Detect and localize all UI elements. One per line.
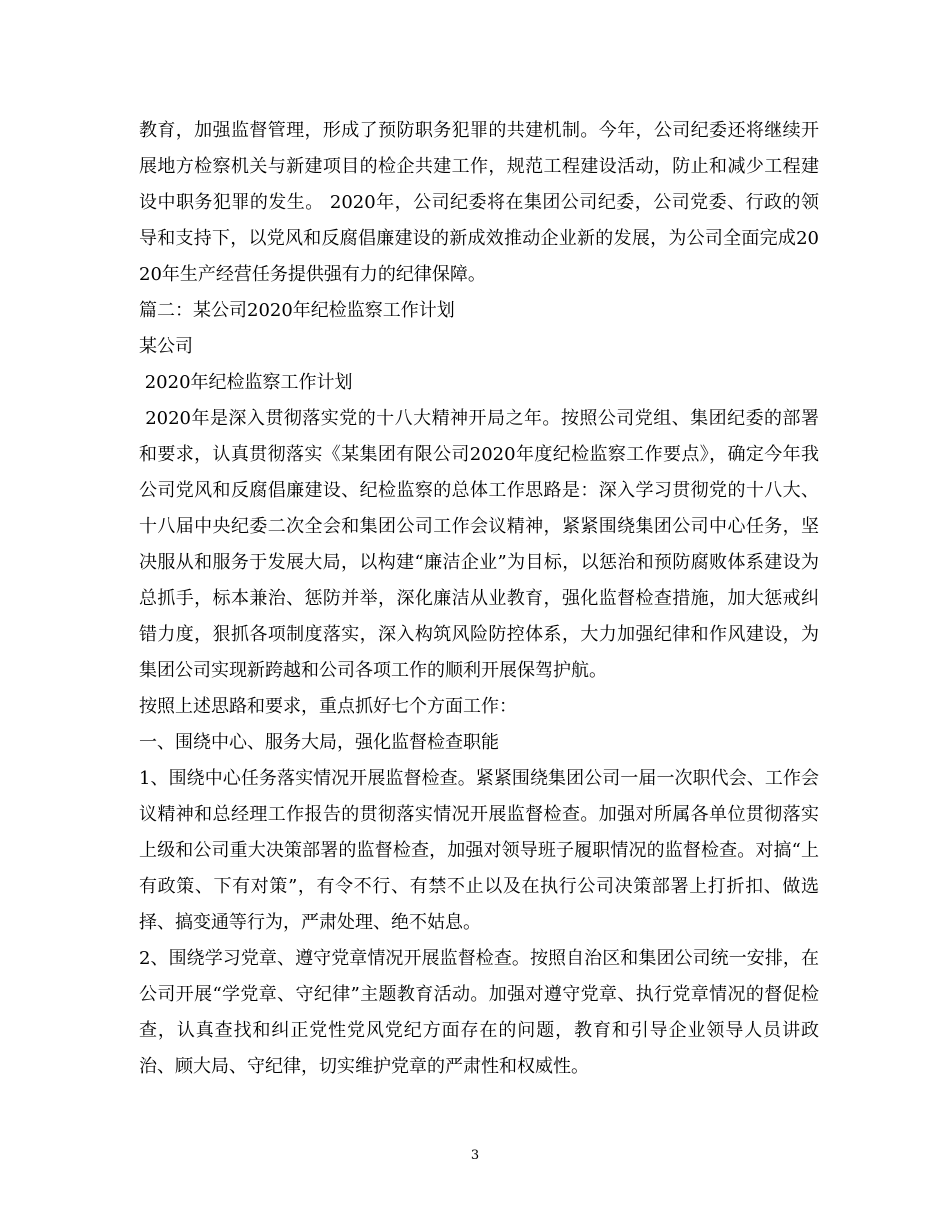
page-number: 3 (470, 1148, 480, 1163)
paragraph-item-1: 1、围绕中心任务落实情况开展监督检查。紧紧围绕集团公司一届一次职代会、工作会议精神和总经理工作报告的贯彻落实情况开展监督检查。加强对所属各单位贯彻落实上级和公司重大决策部署的监督检查，加强对领导班子履职情况的监督检查。对搞“上有政策、下有对策”，有令不行、有禁不止以及在执行公司决策部署上打折扣、做选择、搞变通等行为，严肃处理、绝不姑息。 (139, 768, 819, 933)
paragraph-item-2: 2、围绕学习党章、遵守党章情况开展监督检查。按照自治区和集团公司统一安排，在公司开展“学党章、守纪律”主题教育活动。加强对遵守党章、执行党章情况的督促检查，认真查找和纠正党性党风党纪方面存在的问题，教育和引导企业领导人员讲政治、顾大局、守纪律，切实维护党章的严肃性和权威性。 (139, 948, 819, 1077)
company-name-line: 某公司 (139, 336, 193, 357)
paragraph-seven-aspects: 按照上述思路和要求，重点抓好七个方面工作： (139, 696, 517, 717)
document-body (139, 113, 819, 1085)
paragraph-continuation: 教育，加强监督管理，形成了预防职务犯罪的共建机制。今年，公司纪委还将继续开展地方检察机关与新建项目的检企共建工作，规范工程建设活动，防止和减少工程建设中职务犯罪的发生。 2020年，公司纪委将在集团公司纪委，公司党委、行政的领导和支持下，以党风和反腐倡廉建设的新成效推动企业新的发展，为公司全面完成2020年生产经营任务提供强有力的纪律保障。 (139, 120, 819, 285)
heading-item-one: 一、围绕中心、服务大局，强化监督检查职能 (139, 732, 499, 753)
section-heading-part-two: 篇二：某公司2020年纪检监察工作计划 (139, 300, 455, 321)
paragraph-overall-approach: 2020年是深入贯彻落实党的十八大精神开局之年。按照公司党组、集团纪委的部署和要求，认真贯彻落实《某集团有限公司2020年度纪检监察工作要点》，确定今年我公司党风和反腐倡廉建设、纪检监察的总体工作思路是：深入学习贯彻党的十八大、十八届中央纪委二次全会和集团公司工作会议精神，紧紧围绕集团公司中心任务，坚决服从和服务于发展大局，以构建“廉洁企业”为目标，以惩治和预防腐败体系建设为总抓手，标本兼治、惩防并举，深化廉洁从业教育，强化监督检查措施，加大惩戒纠错力度，狠抓各项制度落实，深入构筑风险防控体系，大力加强纪律和作风建设，为集团公司实现新跨越和公司各项工作的顺利开展保驾护航。 (139, 408, 819, 681)
plan-title-line: 2020年纪检监察工作计划 (139, 372, 353, 393)
